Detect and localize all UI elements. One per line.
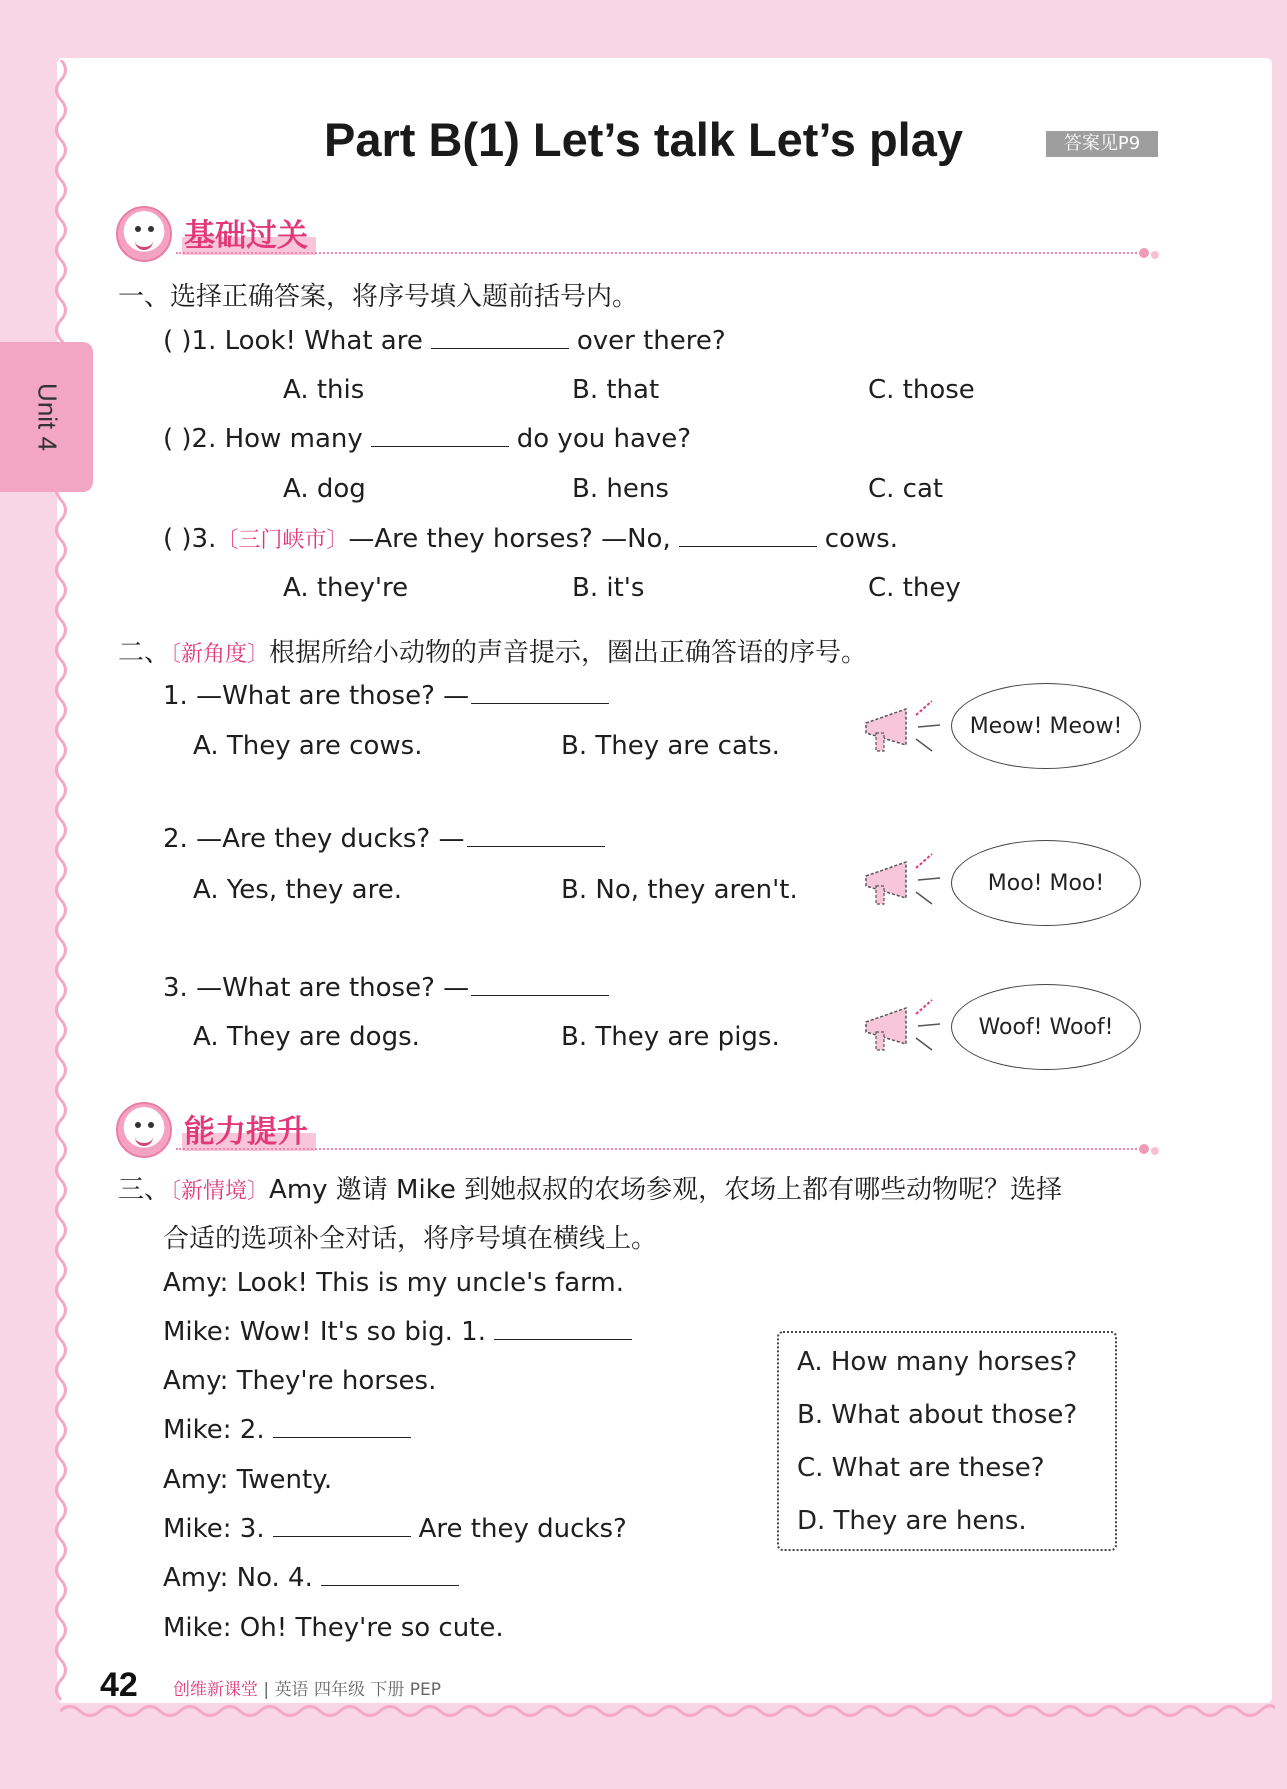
- dialogue-option-c: C. What are these?: [797, 1453, 1045, 1483]
- part2-q3-option-b[interactable]: B. They are pigs.: [561, 1022, 780, 1052]
- dialogue-line-1: Amy: Look! This is my uncle's farm.: [163, 1268, 624, 1298]
- part3-number: 三、: [118, 1175, 171, 1205]
- dialogue-line-6-text: Mike: 3.: [163, 1514, 265, 1544]
- dialogue-option-d: D. They are hens.: [797, 1506, 1027, 1536]
- part2-q2-option-a[interactable]: A. Yes, they are.: [193, 875, 402, 905]
- answer-blank[interactable]: [471, 995, 609, 996]
- unit-label: Unit 4: [32, 383, 62, 451]
- answer-blank-2[interactable]: [273, 1437, 411, 1438]
- unit-side-tab: [0, 342, 93, 492]
- sound-bubble-3: Woof! Woof!: [951, 984, 1141, 1070]
- question-1-prefix: ( )1. Look! What are: [163, 326, 423, 356]
- section-title: 能力提升: [182, 1106, 316, 1151]
- dialogue-line-7-text: Amy: No. 4.: [163, 1563, 313, 1593]
- dots-decoration: [1139, 246, 1161, 260]
- megaphone-icon: [862, 697, 946, 757]
- part2-q2-option-b[interactable]: B. No, they aren't.: [561, 875, 798, 905]
- part2-instruction-text: 根据所给小动物的声音提示，圈出正确答语的序号。: [269, 638, 868, 668]
- part2-question-3: [163, 973, 617, 1003]
- footer-book-info: | 英语 四年级 下册 PEP: [263, 1680, 441, 1700]
- answer-blank-3[interactable]: [273, 1536, 411, 1537]
- footer-info: [173, 1675, 441, 1700]
- footer-brand: 创维新课堂: [173, 1680, 258, 1700]
- page-number: 42: [100, 1666, 138, 1704]
- part2-q1-text: 1. —What are those? —: [163, 681, 470, 711]
- part2-q3-text: 3. —What are those? —: [163, 973, 470, 1003]
- part2-q2-text: 2. —Are they ducks? —: [163, 824, 465, 854]
- megaphone-icon: [862, 996, 946, 1056]
- q3-option-b[interactable]: B. it's: [572, 573, 645, 603]
- dotted-divider: [176, 252, 1141, 254]
- question-3: [163, 523, 898, 554]
- part2-q3-option-a[interactable]: A. They are dogs.: [193, 1022, 420, 1052]
- part3-instruction-line2: 合适的选项补全对话，将序号填在横线上。: [163, 1224, 658, 1254]
- wavy-border-bottom: [60, 1700, 1275, 1722]
- question-2: [163, 424, 691, 454]
- megaphone-icon: [862, 850, 946, 910]
- question-1: [163, 326, 726, 356]
- sound-bubble-1: Meow! Meow!: [951, 683, 1141, 769]
- q1-option-c[interactable]: C. those: [868, 375, 975, 405]
- dialogue-line-2-text: Mike: Wow! It's so big. 1.: [163, 1317, 486, 1347]
- page-title: Part B(1) Let’s talk Let’s play: [323, 113, 964, 166]
- part3-instruction-text: Amy 邀请 Mike 到她叔叔的农场参观，农场上都有哪些动物呢？选择: [269, 1175, 1063, 1205]
- dialogue-line-2: [163, 1317, 640, 1347]
- dialogue-option-b: B. What about those?: [797, 1400, 1078, 1430]
- question-2-prefix: ( )2. How many: [163, 424, 363, 454]
- mascot-icon: [116, 206, 172, 262]
- dialogue-options-box: [777, 1331, 1117, 1551]
- part2-question-1: [163, 681, 617, 711]
- q1-option-a[interactable]: A. this: [283, 375, 365, 405]
- dotted-divider: [176, 1148, 1141, 1150]
- q1-option-b[interactable]: B. that: [572, 375, 660, 405]
- question-1-suffix: over there?: [576, 326, 726, 356]
- section-title: 基础过关: [182, 210, 316, 255]
- answer-blank-4[interactable]: [321, 1585, 459, 1586]
- part2-q1-option-b[interactable]: B. They are cats.: [561, 731, 780, 761]
- dialogue-line-6-tail: Are they ducks?: [418, 1514, 627, 1544]
- answer-blank[interactable]: [431, 348, 569, 349]
- dialogue-option-a: A. How many horses?: [797, 1347, 1078, 1377]
- mascot-icon: [116, 1102, 172, 1158]
- part2-instruction: [118, 632, 867, 669]
- answer-blank[interactable]: [679, 546, 817, 547]
- question-3-prefix: ( )3.: [163, 524, 217, 554]
- answer-blank[interactable]: [471, 703, 609, 704]
- part2-question-2: [163, 824, 613, 854]
- new-angle-tag: 〔新角度〕: [170, 642, 270, 667]
- question-3-text: —Are they horses? —No,: [348, 524, 671, 554]
- dots-decoration: [1139, 1142, 1161, 1156]
- section-heading-advanced: [116, 1100, 1161, 1156]
- part2-number: 二、: [118, 638, 171, 668]
- q2-option-c[interactable]: C. cat: [868, 474, 944, 504]
- answer-reference-tag: 答案见P9: [1046, 131, 1158, 157]
- dialogue-line-5: Amy: Twenty.: [163, 1465, 333, 1495]
- question-3-suffix: cows.: [824, 524, 898, 554]
- part2-q1-option-a[interactable]: A. They are cows.: [193, 731, 423, 761]
- dialogue-line-8: Mike: Oh! They're so cute.: [163, 1613, 504, 1643]
- q2-option-b[interactable]: B. hens: [572, 474, 669, 504]
- new-context-tag: 〔新情境〕: [170, 1179, 270, 1204]
- sound-bubble-2: Moo! Moo!: [951, 840, 1141, 926]
- dialogue-line-4: [163, 1415, 419, 1445]
- dialogue-line-6: [163, 1514, 627, 1544]
- dialogue-line-7: [163, 1563, 467, 1593]
- dialogue-line-4-text: Mike: 2.: [163, 1415, 265, 1445]
- dialogue-line-3: Amy: They're horses.: [163, 1366, 437, 1396]
- answer-blank[interactable]: [371, 446, 509, 447]
- q3-option-a[interactable]: A. they're: [283, 573, 409, 603]
- answer-blank-1[interactable]: [494, 1339, 632, 1340]
- q3-option-c[interactable]: C. they: [868, 573, 961, 603]
- question-2-suffix: do you have?: [516, 424, 692, 454]
- part1-instruction: 一、选择正确答案，将序号填入题前括号内。: [118, 282, 639, 312]
- region-tag: 〔三门峡市〕: [216, 528, 349, 553]
- part3-instruction-line1: [118, 1169, 1062, 1206]
- q2-option-a[interactable]: A. dog: [283, 474, 366, 504]
- section-heading-basic: [116, 204, 1161, 260]
- answer-blank[interactable]: [467, 846, 605, 847]
